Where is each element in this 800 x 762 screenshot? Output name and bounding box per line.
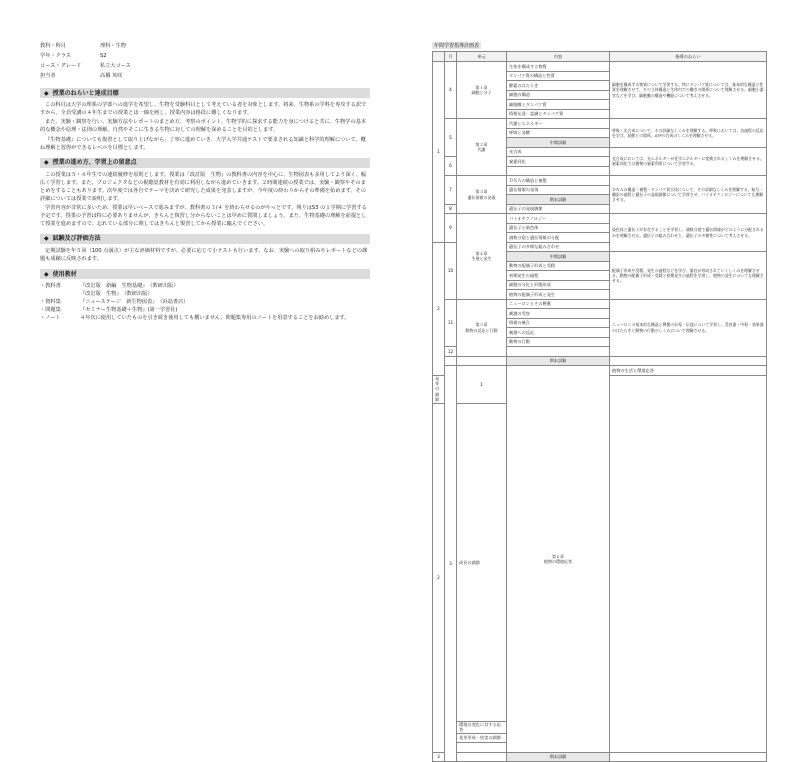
aim-cell: 染色体と遺伝子が存在することを学習し、減数分裂で遺伝情報がどのように分配されるかを理解させる。遺伝子の組み合わせと、遺伝子の多様性について考えさせる。 xyxy=(610,214,767,252)
unit-cell: 第５章 動物の反応と行動 xyxy=(457,299,507,356)
content-cell: 動物の配偶子形成と受精 xyxy=(507,261,610,271)
material-text: ４年次に使用していたものを引き続き使用しても構いません。問題集専用のノートを用意することをお勧めします。 xyxy=(80,315,350,322)
paragraph: 学習内容が非常に多いため、授業は早いペースで進みますが、教科書の３/４ を終わらせるのがやっとです。残りはS3 の１学期に学習する予定です。授業の予習は特に必要ありませんが、きちんと復習し分からないことは早めに質問しましょう。また、生物基礎の理解を前提として授業を進めますので、忘れている部分に関してはきちんと復習してから授業に臨んでください。 xyxy=(40,204,367,227)
info-value: 私立大コース xyxy=(100,63,131,70)
section-heading-materials xyxy=(40,269,370,279)
aim-cell xyxy=(610,356,767,366)
content-cell: 情報伝達・認識とタンパク質 xyxy=(507,109,610,119)
paragraph: また、実験・観察を行い、実験方法やレポートのまとめ方、考察のポイント、生物学的に探求する能力を身につけると共に、生物学の基本的な概念や原理・法則の理解、自然やそこに生きる生物に対しての理解を深めることを目的とします。 xyxy=(40,119,367,134)
plan-title: 年間学習指導計画表 xyxy=(434,43,480,49)
section-heading-aims xyxy=(40,88,370,98)
aim-cell: 光合成においては、光エネルギーが化学エネルギーに変換されるしくみを理解させる。窒素同化では植物の窒素利用について学習する。 xyxy=(610,147,767,176)
content-cell: 情報の統合 xyxy=(507,318,610,328)
table-row xyxy=(433,366,767,376)
material-row xyxy=(40,314,370,322)
material-label: ・ノート xyxy=(40,315,61,322)
table-row xyxy=(433,299,767,309)
unit-cell xyxy=(457,356,507,366)
unit-cell: 第２章 代謝 xyxy=(457,119,507,176)
aim-cell: ＤＮＡの構造・複製・タンパク質合成について、その詳細なしくみを理解する。転写・翻訳の過程と遺伝子の発現調節について学習させ、バイオテクノロジーについても理解させる。 xyxy=(610,176,767,214)
content-cell: ニューロンとその興奮 xyxy=(507,299,610,309)
term-cell: 3 xyxy=(445,366,457,762)
content-cell: バイオテクノロジー xyxy=(507,214,610,224)
section-heading-eval xyxy=(40,234,370,244)
term-header xyxy=(433,52,445,62)
content-cell: 代謝とエネルギー xyxy=(507,119,610,129)
content-cell: 植物の配偶子形成と発生 xyxy=(507,290,610,300)
material-text: 『改訂版 生物』 （数研出版） xyxy=(80,291,153,298)
content-cell: 減数分裂と遺伝情報の分配 xyxy=(507,233,610,243)
material-label: ・資料集 xyxy=(40,299,61,306)
header-cell: 単元 xyxy=(457,52,507,62)
material-row xyxy=(40,306,370,314)
info-label: 学年・クラス xyxy=(40,53,71,60)
paragraph: 『生物基礎』についても復習として取り上げながら、丁寧に進めていき、大学入学共通テストで要求される知識と科学的理解について、概ね理解と習得ができるレベルを目標とします。 xyxy=(40,136,366,151)
content-cell: 細胞の構造 xyxy=(507,90,610,100)
content-cell: 刺激への反応 xyxy=(507,328,610,338)
month-cell xyxy=(445,356,457,366)
table-row xyxy=(433,62,767,72)
info-value: 高橋 英咲 xyxy=(100,73,123,80)
header-cell: 内容 xyxy=(507,52,610,62)
section-title: 試験及び評価方法 xyxy=(52,235,101,243)
info-value: 理科・生物 xyxy=(100,43,126,49)
month-cell: 7 xyxy=(445,176,457,205)
left-column xyxy=(40,42,370,323)
header-cell: 指導のねらい xyxy=(610,52,767,62)
info-label: 教科・科目 xyxy=(40,43,66,49)
month-cell: 10 xyxy=(445,242,457,299)
aim-cell: 呼吸・光合成について、その詳細なしくみを理解する。呼吸においては、各過程の反応を学び、発酵との関係、ATPの合成のしくみを理解させる。 xyxy=(610,119,767,148)
content-cell: 遺伝子の多様な組み合わせ xyxy=(507,242,610,252)
content-cell: 生体を構成する物質 xyxy=(507,62,610,72)
exam-cell: 期末試験 xyxy=(507,195,610,205)
material-text: 『ニューステージ 新生物図表』 （浜島書店） xyxy=(80,299,189,306)
content-cell: 花芽形成・結実の調節 xyxy=(457,733,507,743)
material-row xyxy=(40,298,370,306)
month-cell: 4 xyxy=(445,62,457,119)
annual-plan-table xyxy=(432,51,767,762)
content-cell: 成長の調節 xyxy=(457,403,507,721)
table-row xyxy=(433,214,767,224)
term-cell: 2 xyxy=(433,242,445,375)
exam-cell: 中間試験 xyxy=(507,252,610,262)
content-cell: 環境の変化に対する応答 xyxy=(457,722,507,734)
table-header-row xyxy=(433,52,767,62)
month-cell: 6 xyxy=(445,157,457,176)
info-label: コース・グレード xyxy=(40,63,82,70)
unit-cell: 第４章 生殖と発生 xyxy=(457,214,507,300)
material-text: 『セミナー生物基礎＋生物』(第一学習社) xyxy=(80,307,178,314)
course-info xyxy=(40,42,370,80)
content-cell: 遺伝情報の発現 xyxy=(507,185,610,195)
material-row xyxy=(40,282,370,290)
section-title: 授業の進め方、学習上の留意点 xyxy=(52,158,137,166)
table-row xyxy=(433,176,767,186)
content-cell xyxy=(507,347,610,357)
exam-cell: 中間試験 xyxy=(507,138,610,148)
month-cell: 11 xyxy=(445,299,457,347)
material-label: ・問題集 xyxy=(40,307,61,314)
paragraph: この科目は大学の理系の学部への進学を希望し、生物を受験科目として考えている者を対象とします。将来、生物系の学科を専攻する訳ですから、全員受講の４年生までの授業とは一線を画し、授業内容は格段に難しくなります。 xyxy=(40,102,367,117)
info-value: S2 xyxy=(100,53,107,60)
material-label xyxy=(40,290,80,298)
material-label: ・教科書 xyxy=(40,283,61,290)
diamond-icon: ◆ xyxy=(44,235,49,243)
content-cell: タンパク質の構造と性質 xyxy=(507,71,610,81)
content-cell: 発芽の調節 xyxy=(433,375,445,403)
section-heading-progress xyxy=(40,158,370,168)
section-title: 授業のねらいと達成目標 xyxy=(52,89,119,97)
unit-cell: 第３章 遺伝情報の発現 xyxy=(457,176,507,214)
content-cell: 呼吸と発酵 xyxy=(507,128,610,138)
unit-cell: 第６章 植物の環境応答 xyxy=(507,366,610,753)
month-cell: 5 xyxy=(445,119,457,157)
table-row xyxy=(433,752,767,762)
info-label: 担当者 xyxy=(40,73,56,80)
content-cell xyxy=(507,166,610,176)
right-column xyxy=(432,42,766,762)
content-cell: 遺伝子の発現調節 xyxy=(507,204,610,214)
diamond-icon: ◆ xyxy=(44,158,49,166)
content-cell: ＤＮＡの構造と複製 xyxy=(507,176,610,186)
month-cell: 12 xyxy=(445,347,457,357)
table-row xyxy=(433,119,767,129)
unit-cell: 第１章 細胞と分子 xyxy=(457,62,507,119)
aim-cell: ニューロンの基本的な構造と興奮の伝導・伝達について学習し、受容器・中枢・効果器のはたらきと動物の行動のしくみについて理解させる。 xyxy=(610,299,767,356)
table-row xyxy=(433,356,767,366)
paragraph: 定期試験を年５回（100 点満点）が主な評価材料ですが、必要に応じて小テストも行います。なお、実験への取り組みやレポートなどの課題も成績に反映されます。 xyxy=(40,248,368,263)
month-cell: 2 xyxy=(433,403,445,752)
term-cell: 1 xyxy=(433,62,445,243)
aim-cell: 細胞を構成する物質について学習する。特にタンパク質については、基本的な構造と性質を理解させて、その立体構造と生体内での働きの関係について理解させる。細胞小器官などを学び、細胞膜の構造や機能について考えさせる。 xyxy=(610,62,767,119)
paragraph: この授業は５・６年生での連続履修を原則とします。授業は『改訂版 生物』の教科書の内容を中心に、生物図表も多用してより深く、幅広く学習します。また、プロジェクタなどの視聴覚教材を有効に利用しながら進めていきます。２時間連続の授業では、実験・観察やそのまとめをすることもあります。次年度では各自でテーマを決めて研究した成果を発表しますが、今年度の終わりからその準備を始めます。その詳細については授業で説明します。 xyxy=(40,171,367,202)
month-cell: 1 xyxy=(457,366,507,404)
section-title: 使用教材 xyxy=(52,270,77,278)
content-cell: 細胞膜とタンパク質 xyxy=(507,100,610,110)
header-cell: 月 xyxy=(445,52,457,62)
content-cell: 初期発生の過程 xyxy=(507,271,610,281)
diamond-icon: ◆ xyxy=(44,89,49,97)
content-cell: 植物の生活と環境応答 xyxy=(610,366,767,376)
content-cell: 遺伝子と染色体 xyxy=(507,223,610,233)
content-cell: 刺激の受容 xyxy=(507,309,610,319)
month-cell: 3 xyxy=(433,752,445,762)
material-text: 『改訂版 新編 生物基礎』 （数研出版） xyxy=(80,283,179,290)
content-cell: 窒素同化 xyxy=(507,157,610,167)
content-cell: 酵素のはたらき xyxy=(507,81,610,91)
aim-cell xyxy=(610,752,767,762)
content-cell: 細胞の分化と形態形成 xyxy=(507,280,610,290)
month-cell: 8 xyxy=(445,204,457,214)
exam-cell: 期末試験 xyxy=(507,356,610,366)
unit-cell xyxy=(457,752,507,762)
diamond-icon: ◆ xyxy=(44,270,49,278)
content-cell: 光合成 xyxy=(507,147,610,157)
exam-cell: 期末試験 xyxy=(507,752,610,762)
month-cell: 9 xyxy=(445,214,457,243)
content-cell: 動物の行動 xyxy=(507,337,610,347)
aim-cell: 配偶子形成や受精、発生の過程などを学び、器官が形成されていくしくみを理解させる。動物の配偶子形成・受精と初期発生の過程を学習し、植物の発生についても理解させる。 xyxy=(610,252,767,300)
material-row xyxy=(40,290,370,298)
content-cell xyxy=(457,743,507,753)
